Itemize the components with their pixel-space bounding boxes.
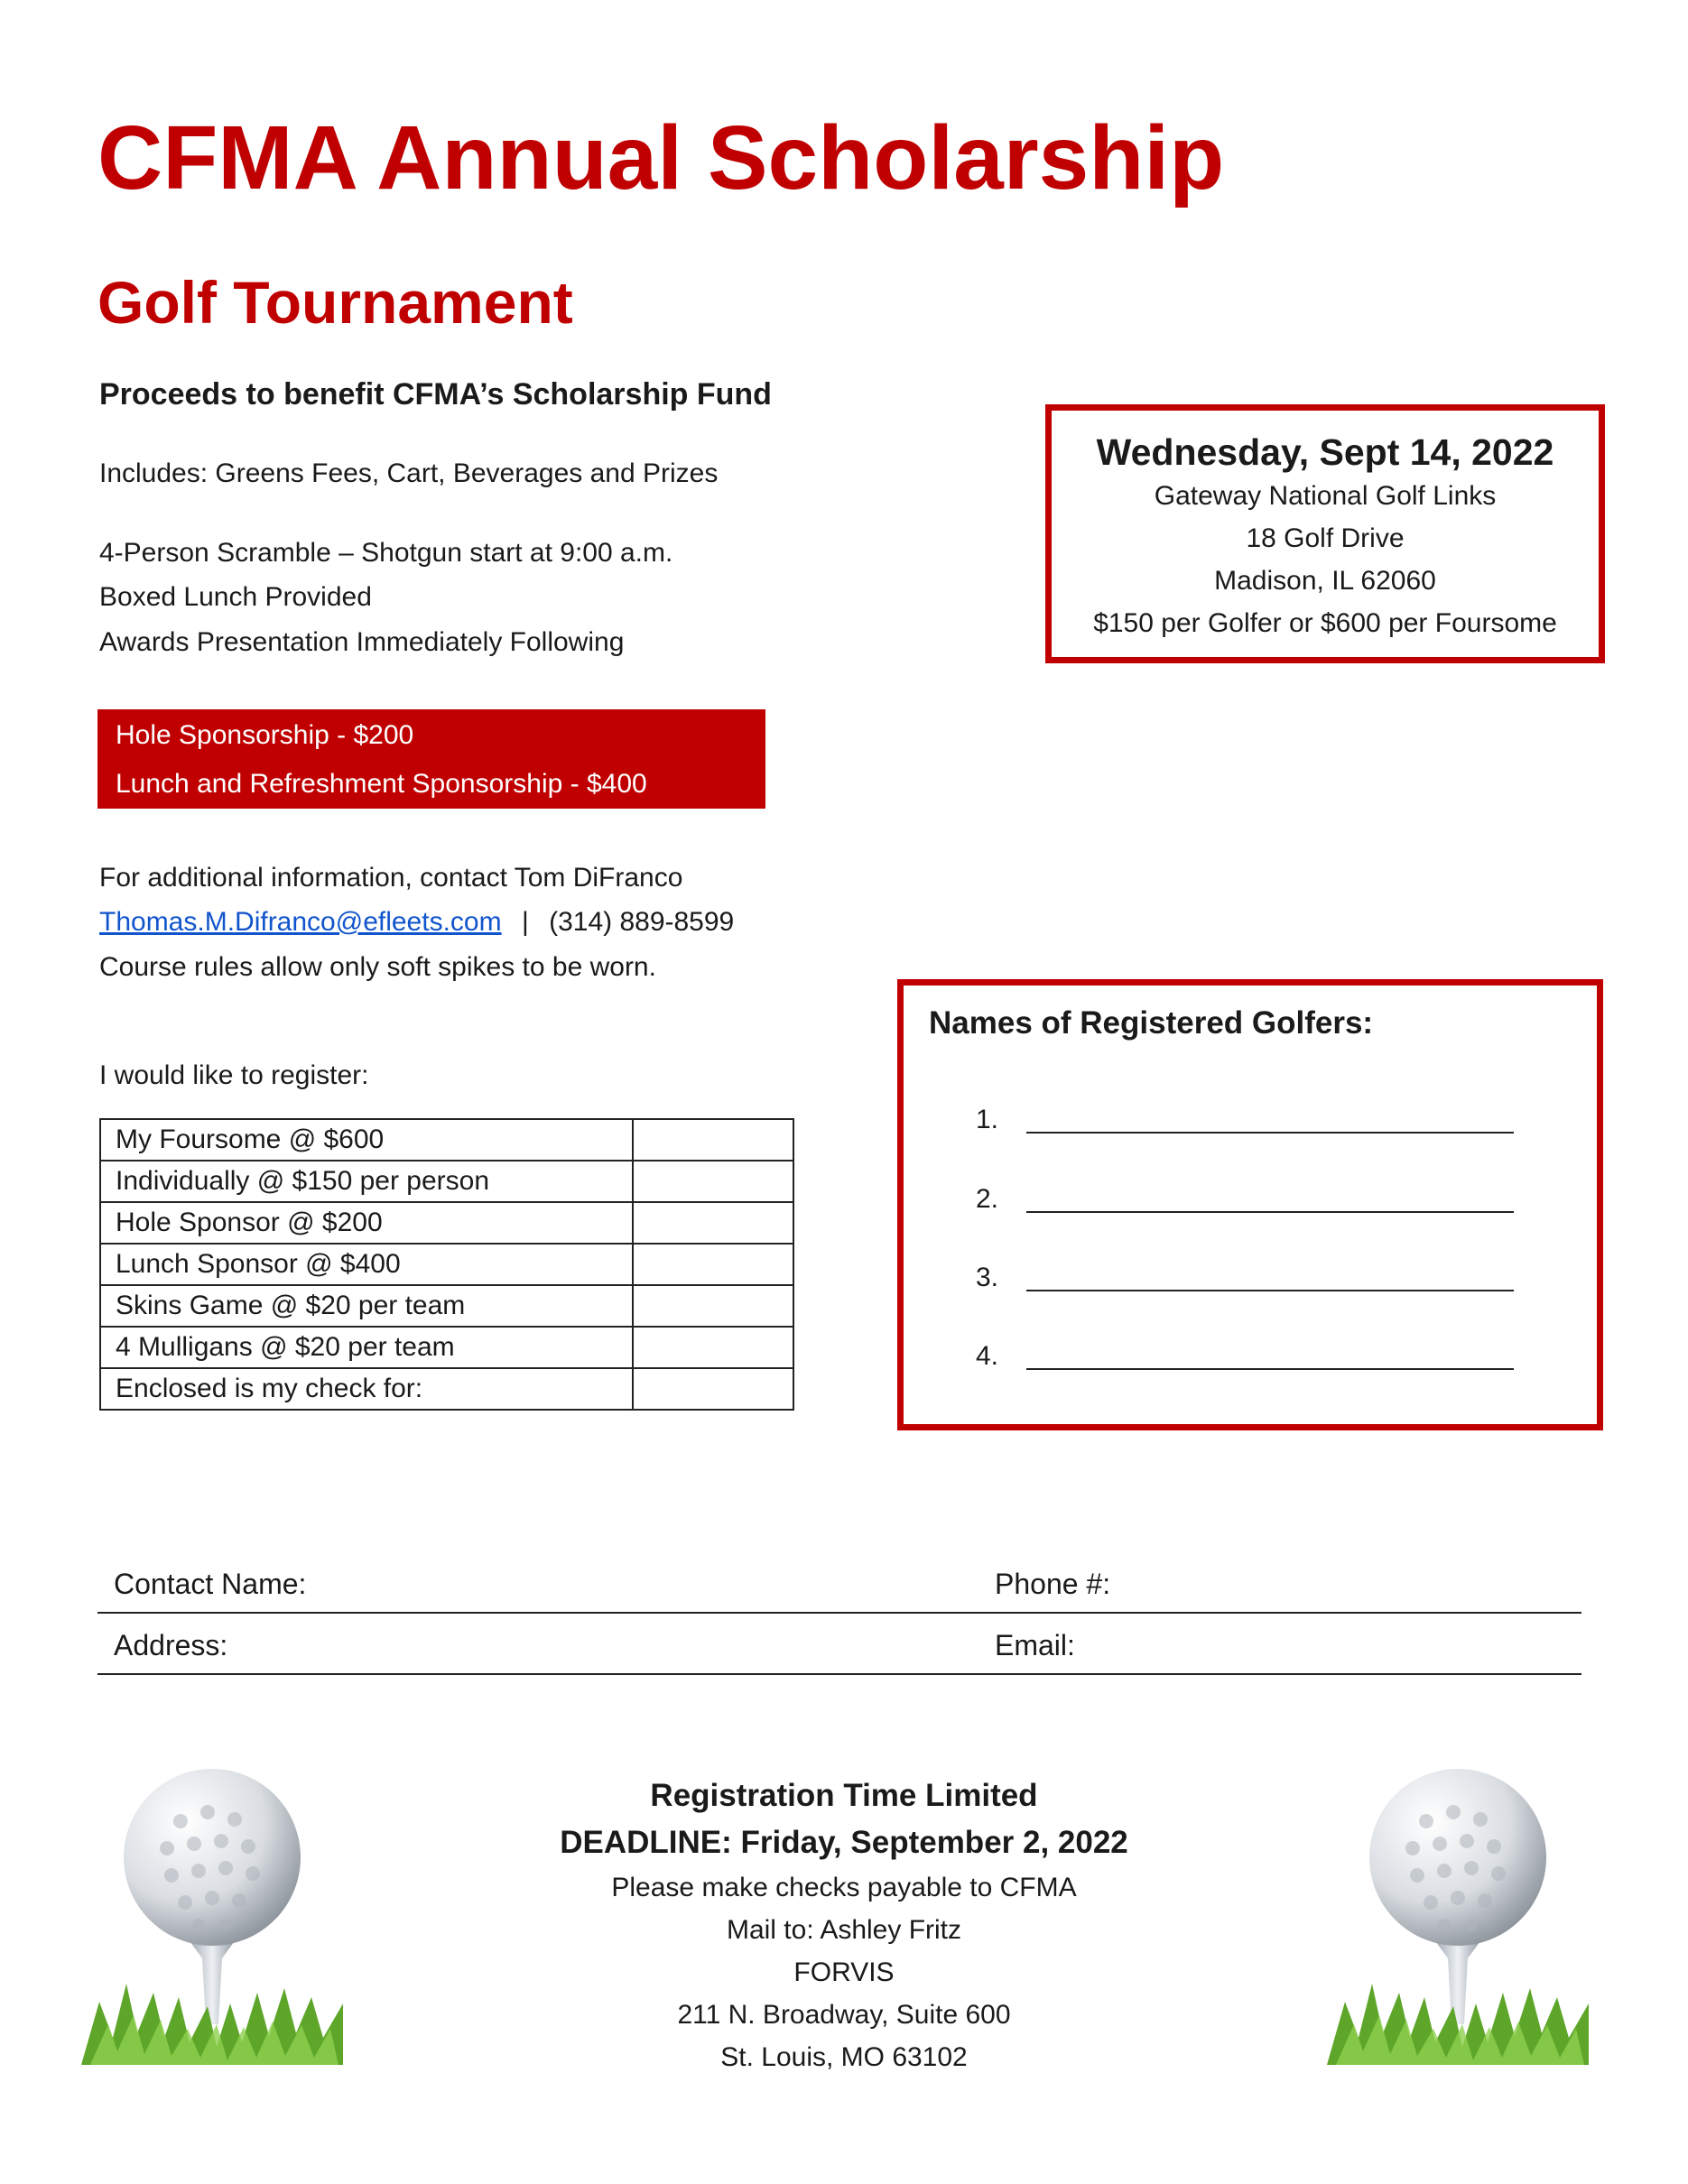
address-line[interactable] bbox=[97, 1673, 1581, 1675]
golfer-entry bbox=[976, 1105, 998, 1135]
lunch-sponsorship-text: Lunch and Refreshment Sponsorship - $400 bbox=[116, 769, 647, 799]
event-price: $150 per Golfer or $600 per Foursome bbox=[1093, 608, 1557, 639]
event-date: Wednesday, Sept 14, 2022 bbox=[1096, 431, 1554, 473]
golfer-entry bbox=[976, 1341, 998, 1372]
table-row bbox=[100, 1119, 793, 1161]
register-prompt: I would like to register: bbox=[99, 1060, 369, 1090]
row-label: Individually @ $150 per person bbox=[100, 1161, 633, 1202]
golfer-number: 3. bbox=[976, 1263, 999, 1292]
address-label: Address: bbox=[114, 1629, 228, 1661]
golf-ball-icon bbox=[81, 1767, 343, 2065]
hole-sponsorship-text: Hole Sponsorship - $200 bbox=[116, 720, 414, 750]
includes-text: Includes: Greens Fees, Cart, Beverages and Prizes bbox=[99, 458, 719, 488]
phone-label: Phone #: bbox=[995, 1568, 1111, 1600]
registration-limited: Registration Time Limited bbox=[650, 1778, 1038, 1813]
table-row bbox=[100, 1368, 793, 1410]
golfer-number: 4. bbox=[976, 1341, 999, 1371]
table-row bbox=[100, 1285, 793, 1327]
golfer-name-line[interactable] bbox=[1026, 1368, 1514, 1370]
page-title: CFMA Annual Scholarship bbox=[97, 107, 1225, 208]
row-label: Lunch Sponsor @ $400 bbox=[100, 1244, 633, 1285]
golf-ball-icon bbox=[1327, 1767, 1589, 2065]
event-street: 18 Golf Drive bbox=[1246, 523, 1405, 554]
registered-golfers-box bbox=[897, 979, 1603, 1430]
mail-city: St. Louis, MO 63102 bbox=[720, 2042, 968, 2072]
amount-cell[interactable] bbox=[633, 1202, 793, 1244]
row-label: Hole Sponsor @ $200 bbox=[100, 1202, 633, 1244]
contact-name-label: Contact Name: bbox=[114, 1568, 307, 1600]
golfers-title: Names of Registered Golfers: bbox=[929, 1005, 1374, 1041]
amount-cell[interactable] bbox=[633, 1368, 793, 1410]
row-label: Enclosed is my check for: bbox=[100, 1368, 633, 1410]
table-row bbox=[100, 1327, 793, 1368]
registration-table bbox=[99, 1118, 794, 1411]
event-details-box bbox=[1045, 404, 1605, 663]
mail-to: Mail to: Ashley Fritz bbox=[726, 1915, 962, 1945]
mail-company: FORVIS bbox=[793, 1957, 895, 1987]
golfer-entry bbox=[976, 1263, 998, 1293]
email-label: Email: bbox=[995, 1629, 1075, 1661]
event-city: Madison, IL 62060 bbox=[1214, 566, 1436, 597]
contact-line bbox=[99, 907, 734, 938]
golfer-name-line[interactable] bbox=[1026, 1211, 1514, 1213]
proceeds-heading: Proceeds to benefit CFMA’s Scholarship Fund bbox=[99, 377, 772, 412]
row-label: Skins Game @ $20 per team bbox=[100, 1285, 633, 1327]
lunch-text: Boxed Lunch Provided bbox=[99, 582, 372, 612]
footer-info bbox=[361, 1772, 1327, 2078]
table-row bbox=[100, 1244, 793, 1285]
golfer-number: 1. bbox=[976, 1105, 999, 1134]
contact-separator: | bbox=[521, 907, 529, 937]
contact-info: For additional information, contact Tom DiFranco bbox=[99, 863, 683, 893]
table-row bbox=[100, 1161, 793, 1202]
golfer-number: 2. bbox=[976, 1184, 999, 1214]
golfer-name-line[interactable] bbox=[1026, 1132, 1514, 1134]
page-subtitle: Golf Tournament bbox=[97, 269, 573, 336]
event-venue: Gateway National Golf Links bbox=[1154, 481, 1497, 512]
awards-text: Awards Presentation Immediately Following bbox=[99, 627, 625, 657]
golfer-entry bbox=[976, 1184, 998, 1215]
amount-cell[interactable] bbox=[633, 1119, 793, 1161]
contact-phone: (314) 889-8599 bbox=[549, 907, 735, 937]
amount-cell[interactable] bbox=[633, 1285, 793, 1327]
mail-street: 211 N. Broadway, Suite 600 bbox=[677, 2000, 1011, 2030]
payable-text: Please make checks payable to CFMA bbox=[611, 1873, 1077, 1902]
deadline: DEADLINE: Friday, September 2, 2022 bbox=[560, 1825, 1128, 1860]
row-label: 4 Mulligans @ $20 per team bbox=[100, 1327, 633, 1368]
amount-cell[interactable] bbox=[633, 1161, 793, 1202]
sponsorship-box bbox=[97, 709, 765, 809]
amount-cell[interactable] bbox=[633, 1244, 793, 1285]
table-row bbox=[100, 1202, 793, 1244]
scramble-text: 4-Person Scramble – Shotgun start at 9:00 a.m. bbox=[99, 538, 673, 568]
golfer-name-line[interactable] bbox=[1026, 1290, 1514, 1291]
course-rules: Course rules allow only soft spikes to be worn. bbox=[99, 952, 656, 982]
row-label: My Foursome @ $600 bbox=[100, 1119, 633, 1161]
contact-email-link[interactable]: Thomas.M.Difranco@efleets.com bbox=[99, 907, 502, 937]
amount-cell[interactable] bbox=[633, 1327, 793, 1368]
contact-name-line[interactable] bbox=[97, 1612, 1581, 1614]
